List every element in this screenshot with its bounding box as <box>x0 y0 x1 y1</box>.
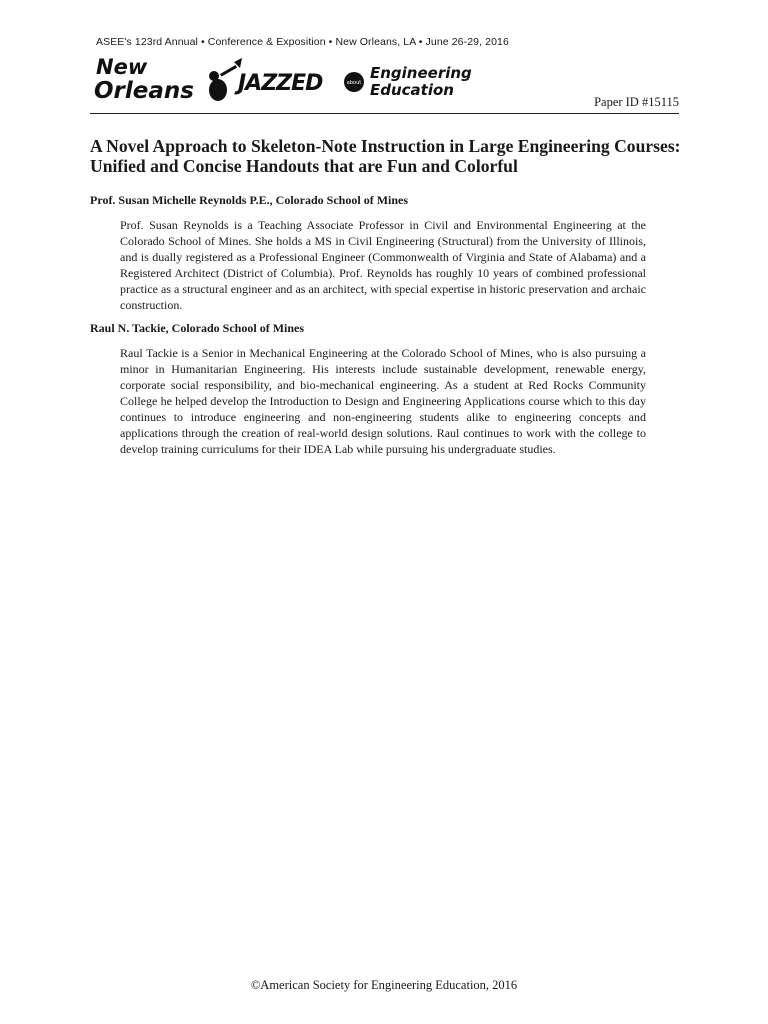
logo-new: New <box>96 55 148 79</box>
author-name: Raul N. Tackie, Colorado School of Mines <box>90 321 305 335</box>
author-name: Prof. Susan Michelle Reynolds P.E., Colorado School of Mines <box>90 193 409 207</box>
conference-logo <box>92 52 492 106</box>
paper-title-line1: A Novel Approach to Skeleton-Note Instruction in Large Engineering Courses: <box>90 136 681 156</box>
logo-orleans: Orleans <box>94 78 194 104</box>
author-bio: Prof. Susan Reynolds is a Teaching Associate Professor in Civil and Environmental Engineering at the Colorado School of Mines. She holds a MS in Civil Engineering (Structural) from the University of Illinois, and is dually registered as a Professional Engineer (Commonwealth of Virginia and State of Alabama) and a Registered Architect (District of Columbia). Prof. Reynolds has roughly 10 years of combined professional practice as a structural engineer and as an architect, with special expertise in historic preservation and archaic construction. <box>120 218 646 312</box>
author-bio: Raul Tackie is a Senior in Mechanical Engineering at the Colorado School of Mines, who is also pursuing a minor in Humanitarian Engineering. His interests include sustainable development, renewable energy, corporate social responsibility, and bio-mechanical engineering. As a student at Red Rocks Community College he helped develop the Introduction to Design and Engineering Applications course which to this day continues to introduce engineering and non-engineering students alike to engineering concepts and applications through the creation of real-world design solutions. Raul continues to work with the college to develop training curriculums for their IDEA Lab while pursuing his undergraduate studies. <box>120 346 646 456</box>
logo-badge-text: about <box>346 80 362 86</box>
logo-engineering: Engineering <box>370 64 472 82</box>
logo-education: Education <box>370 81 454 99</box>
header-divider <box>90 113 679 114</box>
paper-id: Paper ID #15115 <box>594 95 679 109</box>
conference-line: ASEE's 123rd Annual • Conference & Exposition • New Orleans, LA • June 26-29, 2016 <box>96 36 509 48</box>
logo-jazzed: JAZZED <box>238 71 323 96</box>
copyright-footer: ©American Society for Engineering Education, 2016 <box>250 978 518 992</box>
paper-title <box>90 136 690 176</box>
paper-title-line2: Unified and Concise Handouts that are Fun and Colorful <box>90 156 518 176</box>
